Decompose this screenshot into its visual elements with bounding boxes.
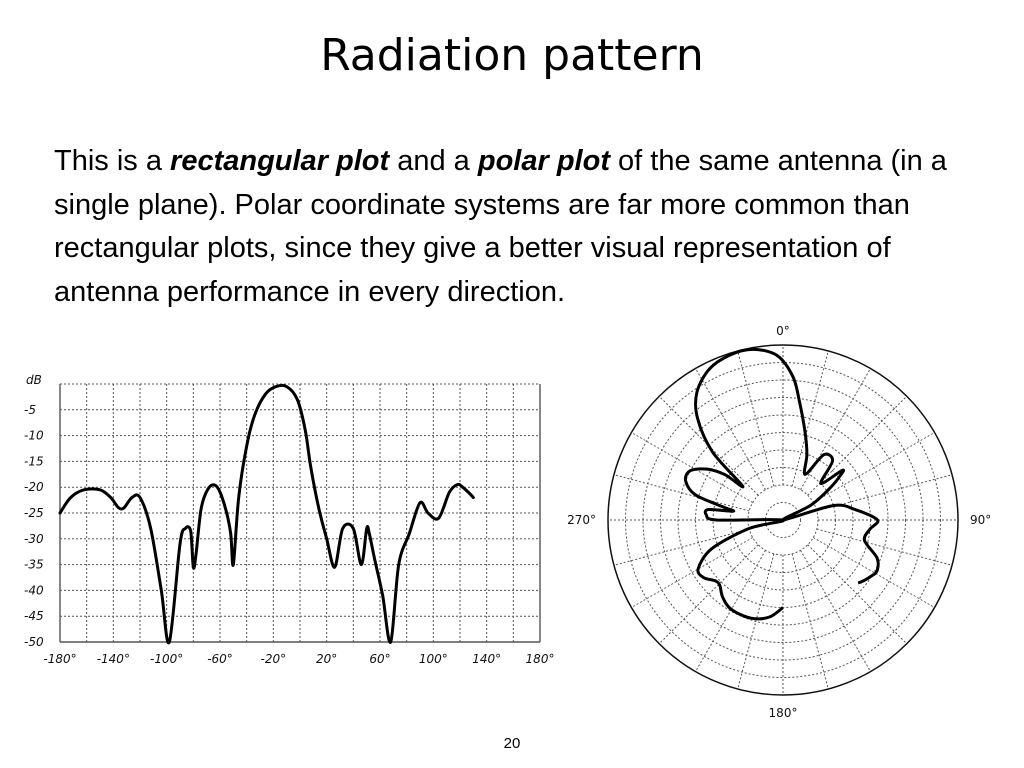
rect-x-tick-label: -180° xyxy=(43,652,77,666)
rect-y-ticks xyxy=(24,403,44,649)
polar-grid-spoke xyxy=(614,529,749,565)
polar-grid-spoke xyxy=(614,475,749,511)
rect-x-tick-label: 180° xyxy=(525,652,555,666)
rect-x-ticks xyxy=(43,652,554,666)
rect-x-tick-label: -100° xyxy=(150,652,184,666)
rect-y-tick-label: -30 xyxy=(24,531,44,546)
polar-series-line xyxy=(685,349,878,618)
body-text-part-2: and a xyxy=(389,145,478,177)
polar-grid-spoke xyxy=(792,351,828,486)
polar-angle-label: 90° xyxy=(970,513,992,527)
rect-y-tick-label: -5 xyxy=(24,402,36,417)
rectangular-plot-emphasis: rectangular plot xyxy=(170,145,390,177)
page-number: 20 xyxy=(503,735,521,752)
polar-grid-spoke xyxy=(808,545,907,644)
polar-grid-spoke xyxy=(738,554,774,689)
slide-title: Radiation pattern xyxy=(320,30,704,81)
rect-y-tick-label: -10 xyxy=(24,428,44,443)
polar-plot xyxy=(567,324,991,720)
polar-grid-spoke xyxy=(631,538,752,608)
polar-angle-label: 270° xyxy=(567,513,596,527)
polar-grid-spoke xyxy=(792,554,828,689)
body-text-part-3: of the same antenna (in a single plane). Polar coordinate systems are far more common than rectangular plots, since they give a better visual representation of antenna performance in every direction. xyxy=(54,145,947,308)
rect-y-tick-label: -20 xyxy=(24,480,44,495)
rect-x-tick-label: 20° xyxy=(316,652,338,666)
rect-x-tick-label: 100° xyxy=(418,652,448,666)
rect-y-tick-label: -15 xyxy=(24,454,44,469)
polar-plot-emphasis: polar plot xyxy=(477,145,610,177)
rect-x-tick-label: -140° xyxy=(96,652,130,666)
rect-y-tick-label: -40 xyxy=(24,583,44,598)
polar-grid-spoke xyxy=(801,368,871,489)
polar-grid-spoke xyxy=(738,351,774,486)
rect-x-tick-label: 140° xyxy=(472,652,502,666)
rect-y-tick-label: -50 xyxy=(24,635,44,649)
rect-y-unit-label: dB xyxy=(26,373,42,387)
body-text-part-1: This is a xyxy=(54,145,171,177)
polar-angle-label: 180° xyxy=(768,706,798,720)
polar-angle-label: 0° xyxy=(776,324,790,338)
rect-y-tick-label: -45 xyxy=(24,609,44,624)
polar-grid-spoke xyxy=(813,433,934,503)
rect-y-tick-label: -35 xyxy=(24,557,44,572)
polar-grid-spoke xyxy=(817,529,952,565)
rect-grid xyxy=(60,384,540,642)
polar-grid-spoke xyxy=(801,550,871,671)
rect-x-tick-label: -60° xyxy=(207,652,233,666)
rect-x-tick-label: 60° xyxy=(369,652,391,666)
polar-grid-spoke xyxy=(659,545,758,644)
rect-series-line xyxy=(60,385,473,643)
rect-x-tick-label: -20° xyxy=(260,652,287,666)
rectangular-plot xyxy=(24,373,554,666)
polar-grid-spoke xyxy=(696,550,766,671)
rect-y-tick-label: -25 xyxy=(24,506,44,520)
